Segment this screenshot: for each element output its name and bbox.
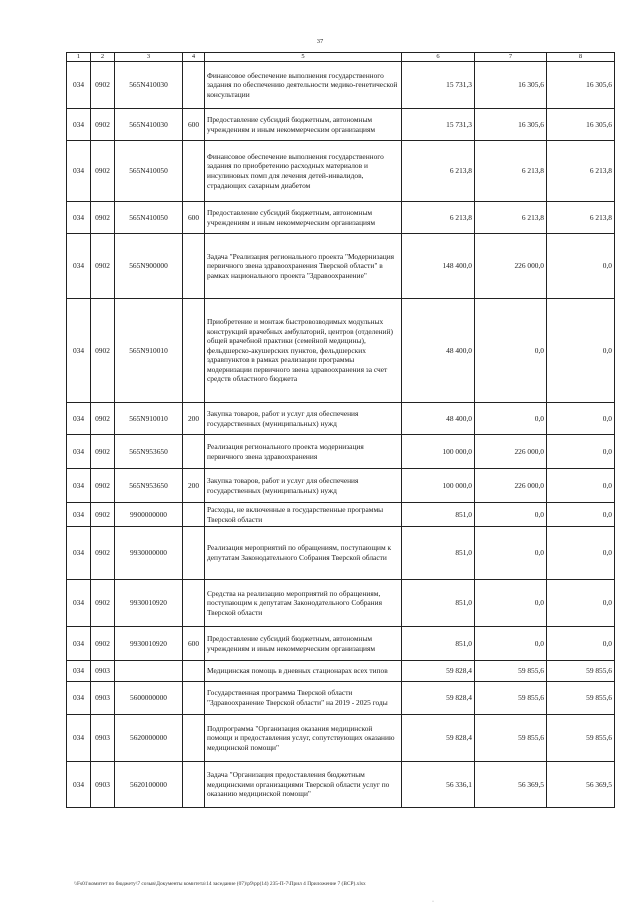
- amount-2023-cell: 0,0: [547, 234, 615, 299]
- expense-type-cell: 200: [183, 403, 205, 435]
- table-row: [67, 715, 615, 762]
- description-cell: Предоставление субсидий бюджетным, автономным учреждениям и иным некоммерческим организациям: [205, 202, 402, 234]
- amount-2023-cell: 0,0: [547, 527, 615, 580]
- amount-2022-cell: 16 305,6: [475, 62, 547, 109]
- admin-code-cell: 034: [67, 435, 91, 469]
- target-article-cell: 5620100000: [115, 762, 183, 808]
- amount-2021-cell: 6 213,8: [402, 141, 475, 202]
- amount-2023-cell: 0,0: [547, 469, 615, 503]
- description-cell: Расходы, не включенные в государственные программы Тверской области: [205, 503, 402, 527]
- amount-2023-cell: 0,0: [547, 299, 615, 403]
- table-row: [67, 403, 615, 435]
- amount-2021-cell: 851,0: [402, 527, 475, 580]
- section-code-cell: 0902: [91, 527, 115, 580]
- table-row: [67, 580, 615, 627]
- amount-2021-cell: 59 828,4: [402, 715, 475, 762]
- target-article-cell: 565N910010: [115, 403, 183, 435]
- description-cell: Подпрограмма "Организация оказания медицинской помощи и предоставления услуг, сопутствующих оказанию медицинской помощи": [205, 715, 402, 762]
- target-article-cell: 9930000000: [115, 527, 183, 580]
- table-row: [67, 299, 615, 403]
- amount-2022-cell: 0,0: [475, 503, 547, 527]
- table-row: [67, 627, 615, 661]
- amount-2022-cell: 59 855,6: [475, 715, 547, 762]
- amount-2021-cell: 148 400,0: [402, 234, 475, 299]
- amount-2022-cell: 226 000,0: [475, 234, 547, 299]
- table-body: [67, 53, 615, 808]
- amount-2022-cell: 59 855,6: [475, 682, 547, 715]
- description-cell: Закупка товаров, работ и услуг для обеспечения государственных (муниципальных) нужд: [205, 469, 402, 503]
- admin-code-cell: 034: [67, 141, 91, 202]
- expense-type-cell: [183, 62, 205, 109]
- table-row: [67, 234, 615, 299]
- amount-2023-cell: 0,0: [547, 627, 615, 661]
- target-article-cell: 565N953650: [115, 469, 183, 503]
- amount-2021-cell: 100 000,0: [402, 435, 475, 469]
- amount-2021-cell: 48 400,0: [402, 403, 475, 435]
- target-article-cell: 565N410050: [115, 202, 183, 234]
- section-code-cell: 0903: [91, 661, 115, 682]
- amount-2023-cell: 16 305,6: [547, 109, 615, 141]
- expense-type-cell: [183, 234, 205, 299]
- amount-2022-cell: 0,0: [475, 627, 547, 661]
- target-article-cell: 565N410030: [115, 109, 183, 141]
- target-article-cell: 9900000000: [115, 503, 183, 527]
- amount-2023-cell: 0,0: [547, 503, 615, 527]
- section-code-cell: 0902: [91, 435, 115, 469]
- amount-2023-cell: 16 305,6: [547, 62, 615, 109]
- header-cell: 5: [205, 53, 402, 62]
- target-article-cell: 565N900000: [115, 234, 183, 299]
- table-row: [67, 527, 615, 580]
- expense-type-cell: [183, 762, 205, 808]
- amount-2023-cell: 6 213,8: [547, 202, 615, 234]
- section-code-cell: 0902: [91, 469, 115, 503]
- amount-2021-cell: 15 731,3: [402, 62, 475, 109]
- header-cell: 6: [402, 53, 475, 62]
- target-article-cell: 565N953650: [115, 435, 183, 469]
- target-article-cell: 565N410030: [115, 62, 183, 109]
- description-cell: Финансовое обеспечение выполнения государственного задания по обеспечению деятельности медико-генетической консультации: [205, 62, 402, 109]
- bottom-mark: ·: [432, 899, 434, 905]
- amount-2021-cell: 6 213,8: [402, 202, 475, 234]
- target-article-cell: 5620000000: [115, 715, 183, 762]
- description-cell: Закупка товаров, работ и услуг для обеспечения государственных (муниципальных) нужд: [205, 403, 402, 435]
- table-row: [67, 469, 615, 503]
- expense-type-cell: 200: [183, 469, 205, 503]
- description-cell: Реализация регионального проекта модернизация первичного звена здравоохранения: [205, 435, 402, 469]
- description-cell: Предоставление субсидий бюджетным, автономным учреждениям и иным некоммерческим организациям: [205, 109, 402, 141]
- section-code-cell: 0902: [91, 403, 115, 435]
- amount-2021-cell: 851,0: [402, 580, 475, 627]
- description-cell: Реализация мероприятий по обращениям, поступающим к депутатам Законодательного Собрания Тверской области: [205, 527, 402, 580]
- header-cell: 1: [67, 53, 91, 62]
- section-code-cell: 0902: [91, 627, 115, 661]
- amount-2022-cell: 0,0: [475, 403, 547, 435]
- target-article-cell: 565N410050: [115, 141, 183, 202]
- section-code-cell: 0902: [91, 580, 115, 627]
- admin-code-cell: 034: [67, 234, 91, 299]
- admin-code-cell: 034: [67, 503, 91, 527]
- amount-2022-cell: 6 213,8: [475, 141, 547, 202]
- expense-type-cell: [183, 580, 205, 627]
- table-row: [67, 202, 615, 234]
- admin-code-cell: 034: [67, 62, 91, 109]
- amount-2023-cell: 59 855,6: [547, 661, 615, 682]
- section-code-cell: 0902: [91, 503, 115, 527]
- admin-code-cell: 034: [67, 527, 91, 580]
- table-row: [67, 762, 615, 808]
- amount-2021-cell: 851,0: [402, 503, 475, 527]
- amount-2023-cell: 0,0: [547, 435, 615, 469]
- description-cell: Медицинская помощь в дневных стационарах всех типов: [205, 661, 402, 682]
- expense-type-cell: 600: [183, 202, 205, 234]
- admin-code-cell: 034: [67, 627, 91, 661]
- description-cell: Приобретение и монтаж быстровозводимых модульных конструкций врачебных амбулаторий, центров (отделений) общей врачебной практики (семейной медицины), фельдшерско-акушерских пунктов, фельдшерских здравпунктов в рамках реализации программы модернизации первичного звена здравоохранения за счет средств областного бюджета: [205, 299, 402, 403]
- budget-table: [66, 52, 615, 808]
- description-cell: Средства на реализацию мероприятий по обращениям, поступающим к депутатам Законодательного Собрания Тверской области: [205, 580, 402, 627]
- expense-type-cell: [183, 661, 205, 682]
- target-article-cell: [115, 661, 183, 682]
- amount-2021-cell: 56 336,1: [402, 762, 475, 808]
- target-article-cell: 9930010920: [115, 627, 183, 661]
- admin-code-cell: 034: [67, 715, 91, 762]
- expense-type-cell: [183, 682, 205, 715]
- admin-code-cell: 034: [67, 109, 91, 141]
- amount-2021-cell: 59 828,4: [402, 661, 475, 682]
- expense-type-cell: 600: [183, 627, 205, 661]
- file-path-footer: \\Fs01\комитет по бюджету\7 созыв\Документы комитета\14 заседание (07)\р9\рр(14) 235-П-7\Прил 4 Приложение 7 (ВСР).xlsx: [74, 881, 366, 887]
- amount-2021-cell: 59 828,4: [402, 682, 475, 715]
- amount-2022-cell: 16 305,6: [475, 109, 547, 141]
- table-row: [67, 661, 615, 682]
- amount-2023-cell: 0,0: [547, 403, 615, 435]
- description-cell: Задача "Реализация регионального проекта "Модернизация первичного звена здравоохранения Тверской области" в рамках национального проекта "Здравоохранение": [205, 234, 402, 299]
- amount-2022-cell: 0,0: [475, 527, 547, 580]
- admin-code-cell: 034: [67, 299, 91, 403]
- table-row: [67, 682, 615, 715]
- description-cell: Предоставление субсидий бюджетным, автономным учреждениям и иным некоммерческим организациям: [205, 627, 402, 661]
- amount-2023-cell: 59 855,6: [547, 715, 615, 762]
- header-row: [67, 53, 615, 62]
- expense-type-cell: [183, 299, 205, 403]
- amount-2022-cell: 59 855,6: [475, 661, 547, 682]
- amount-2023-cell: 6 213,8: [547, 141, 615, 202]
- admin-code-cell: 034: [67, 661, 91, 682]
- section-code-cell: 0902: [91, 234, 115, 299]
- table-row: [67, 141, 615, 202]
- section-code-cell: 0903: [91, 762, 115, 808]
- admin-code-cell: 034: [67, 580, 91, 627]
- amount-2022-cell: 226 000,0: [475, 469, 547, 503]
- section-code-cell: 0902: [91, 141, 115, 202]
- table-row: [67, 435, 615, 469]
- amount-2021-cell: 48 400,0: [402, 299, 475, 403]
- section-code-cell: 0903: [91, 682, 115, 715]
- expense-type-cell: [183, 435, 205, 469]
- amount-2023-cell: 56 369,5: [547, 762, 615, 808]
- table-row: [67, 62, 615, 109]
- admin-code-cell: 034: [67, 403, 91, 435]
- description-cell: Финансовое обеспечение выполнения государственного задания по приобретению расходных материалов и инсулиновых помп для лечения детей-инвалидов, страдающих сахарным диабетом: [205, 141, 402, 202]
- header-cell: 7: [475, 53, 547, 62]
- section-code-cell: 0902: [91, 109, 115, 141]
- target-article-cell: 9930010920: [115, 580, 183, 627]
- section-code-cell: 0902: [91, 62, 115, 109]
- amount-2021-cell: 15 731,3: [402, 109, 475, 141]
- amount-2023-cell: 0,0: [547, 580, 615, 627]
- table-row: [67, 503, 615, 527]
- page-number: 37: [316, 38, 324, 45]
- target-article-cell: 565N910010: [115, 299, 183, 403]
- header-cell: 8: [547, 53, 615, 62]
- expense-type-cell: [183, 503, 205, 527]
- amount-2021-cell: 100 000,0: [402, 469, 475, 503]
- amount-2022-cell: 0,0: [475, 299, 547, 403]
- expense-type-cell: [183, 141, 205, 202]
- description-cell: Государственная программа Тверской области "Здравоохранение Тверской области" на 2019 - 2025 годы: [205, 682, 402, 715]
- admin-code-cell: 034: [67, 762, 91, 808]
- amount-2023-cell: 59 855,6: [547, 682, 615, 715]
- admin-code-cell: 034: [67, 682, 91, 715]
- section-code-cell: 0902: [91, 299, 115, 403]
- header-cell: 3: [115, 53, 183, 62]
- expense-type-cell: [183, 715, 205, 762]
- amount-2022-cell: 56 369,5: [475, 762, 547, 808]
- amount-2022-cell: 226 000,0: [475, 435, 547, 469]
- admin-code-cell: 034: [67, 469, 91, 503]
- target-article-cell: 5600000000: [115, 682, 183, 715]
- header-cell: 2: [91, 53, 115, 62]
- admin-code-cell: 034: [67, 202, 91, 234]
- expense-type-cell: 600: [183, 109, 205, 141]
- section-code-cell: 0902: [91, 202, 115, 234]
- amount-2022-cell: 6 213,8: [475, 202, 547, 234]
- expense-type-cell: [183, 527, 205, 580]
- description-cell: Задача "Организация предоставления бюджетным медицинскими организациями Тверской области услуг по оказанию медицинской помощи": [205, 762, 402, 808]
- amount-2021-cell: 851,0: [402, 627, 475, 661]
- amount-2022-cell: 0,0: [475, 580, 547, 627]
- header-cell: 4: [183, 53, 205, 62]
- table-row: [67, 109, 615, 141]
- section-code-cell: 0903: [91, 715, 115, 762]
